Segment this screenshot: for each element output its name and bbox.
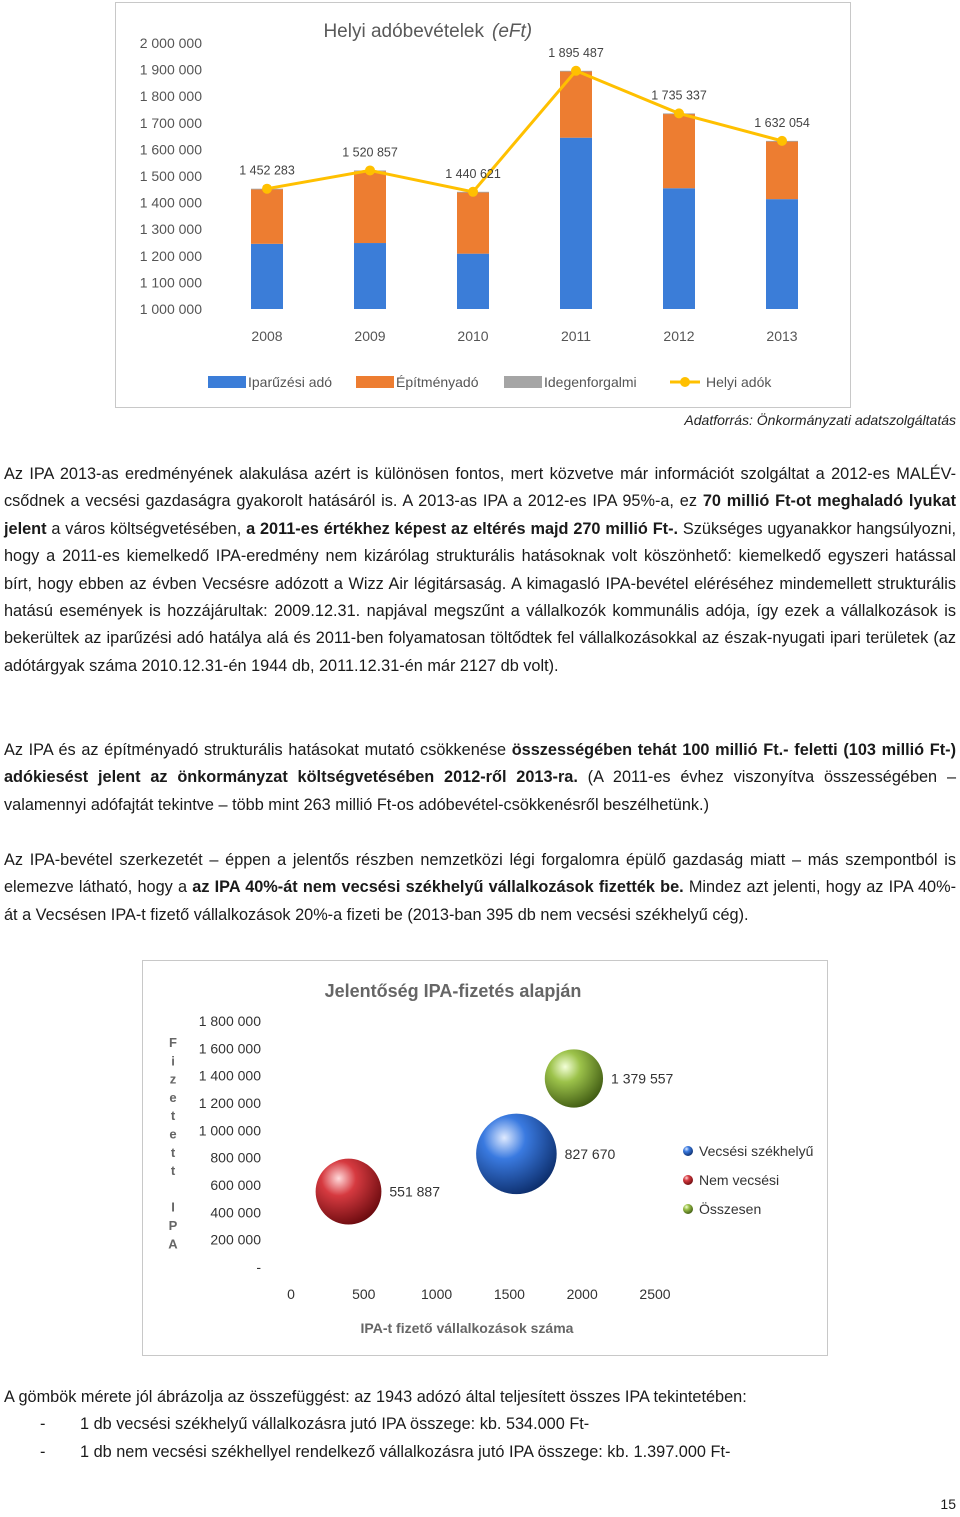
ipa-bubble-chart-svg: [143, 961, 827, 1355]
line-point: [571, 66, 581, 76]
y-axis-label-letter: t: [170, 1144, 176, 1160]
y-tick-label: 1 900 000: [139, 61, 202, 78]
y-tick-label: 1 700 000: [139, 114, 202, 131]
text-run: a város költségvetésében,: [46, 519, 247, 538]
line-point: [365, 165, 375, 175]
y-tick-label: 1 800 000: [139, 88, 202, 105]
bar-Építményadó: [766, 141, 798, 199]
legend-swatch: [504, 376, 542, 388]
bar-Építményadó: [251, 189, 283, 244]
x-tick-label: 2012: [663, 328, 695, 344]
bubble-label: 1 379 557: [611, 1070, 674, 1087]
x-tick-label: 2008: [251, 328, 283, 344]
x-tick-label: 2500: [639, 1286, 671, 1302]
y-tick-label: 1 000 000: [139, 301, 202, 317]
text-run: Az IPA 2013-as eredményének alakulása azért is különösen fontos, mert közvetve már információt szolgáltat a 2012-es MALÉV-csődnek a vecsési gazdaságra gyakorolt hatásáról is. A 2013-as IPA a 2012-es IPA 95%-a, ez: [4, 465, 956, 511]
legend-label: Nem vecsési: [699, 1172, 780, 1188]
bubble-Vecsési székhelyű: [476, 1114, 557, 1195]
y-tick-label: 200 000: [210, 1231, 261, 1248]
text-run: A gömbök mérete jól ábrázolja az összefüggést: az 1943 adózó által teljesített összes IPA tekintetében:: [4, 1388, 747, 1406]
bold-text-run: az IPA 40%-át nem vecsési székhelyű vállalkozások fizették be.: [192, 878, 684, 897]
legend-swatch: [208, 376, 246, 388]
bar-Építményadó: [560, 71, 592, 138]
list-item-text: 1 db vecsési székhelyű vállalkozásra jutó IPA összege: kb. 534.000 Ft-: [80, 1415, 590, 1433]
list-dash: -: [40, 1415, 46, 1433]
y-tick-label: 400 000: [210, 1204, 261, 1221]
x-tick-label: 2009: [354, 328, 386, 344]
text-run: Mindez azt jelenti, hogy az IPA 40%-át a Vecsésen IPA-t fizető vállalkozások 20%-a fizeti be (2013-ban 395 db nem vecsési székhelyű cég).: [4, 878, 956, 924]
y-tick-label: 800 000: [210, 1149, 261, 1166]
legend-marker: [683, 1146, 693, 1156]
y-tick-label: 1 600 000: [139, 141, 202, 158]
legend-point-marker: [680, 377, 690, 387]
y-axis-label-letter: t: [170, 1108, 176, 1124]
bar-Iparűzési adó: [766, 199, 798, 309]
legend-label: Idegenforgalmi: [544, 374, 637, 390]
chart2-title: Jelentőség IPA-fizetés alapján: [324, 981, 582, 1001]
y-axis-label-letter: e: [169, 1089, 177, 1105]
paragraph-bubble-explanation: [4, 1384, 956, 1411]
line-point: [674, 108, 684, 118]
bubble-Összesen: [545, 1049, 603, 1107]
bar-Építményadó: [354, 171, 386, 243]
list-item: [40, 1439, 730, 1466]
y-tick-label: 1 100 000: [139, 274, 202, 291]
bold-text-run: összességében tehát 100 millió Ft.- feletti (103 millió Ft-) adókiesést jelent az önkormányzat költségvetésében 2012-ről 2013-ra.: [4, 741, 956, 787]
data-label: 1 895 487: [548, 45, 604, 60]
paragraph-structural-decline: [4, 737, 956, 819]
y-tick-label: -: [256, 1259, 261, 1275]
legend-label: Vecsési székhelyű: [699, 1143, 814, 1159]
bubble-label: 827 670: [564, 1145, 616, 1162]
legend-label: Építményadó: [396, 374, 479, 390]
y-tick-label: 1 200 000: [198, 1095, 261, 1111]
legend-label: Iparűzési adó: [248, 374, 333, 390]
paragraph-ipa-structure: [4, 847, 956, 929]
x-tick-label: 0: [287, 1286, 295, 1302]
y-tick-label: 600 000: [210, 1177, 261, 1193]
data-source-note: Adatforrás: Önkormányzati adatszolgáltatás: [684, 412, 956, 428]
bar-Iparűzési adó: [663, 188, 695, 309]
data-label: 1 632 054: [754, 115, 810, 130]
y-axis-label-letter: e: [169, 1126, 177, 1142]
y-axis-label-letter: z: [169, 1071, 177, 1087]
y-axis-label-letter: F: [169, 1035, 177, 1050]
list-item-text: 1 db nem vecsési székhellyel rendelkező vállalkozásra jutó IPA összege: kb. 1.397.000 Ft-: [80, 1443, 731, 1461]
chart1-title-unit: (eFt): [492, 21, 533, 42]
data-label: 1 440 621: [445, 166, 501, 181]
legend-marker: [683, 1204, 693, 1214]
y-tick-label: 1 400 000: [198, 1067, 261, 1084]
y-tick-label: 1 000 000: [198, 1122, 261, 1139]
list-item: [40, 1411, 589, 1438]
text-run: Az IPA és az építményadó strukturális hatásokat mutató csökkenése: [4, 741, 512, 759]
legend-swatch: [356, 376, 394, 388]
legend-label: Összesen: [699, 1201, 762, 1217]
legend-label: Helyi adók: [706, 374, 772, 390]
bar-Iparűzési adó: [457, 254, 489, 309]
data-label: 1 520 857: [342, 145, 398, 160]
y-tick-label: 1 600 000: [198, 1040, 261, 1057]
y-tick-label: 1 300 000: [139, 221, 202, 238]
text-run: Szükséges ugyanakkor hangsúlyozni, hogy a 2011-es kiemelkedő IPA-eredmény nem kizárólag strukturális hatásoknak volt köszönhető: kiemelkedő egyszeri hatással bírt, hogy ebben az évben Vecsésre adózott a Wizz Air légitársaság. A kimagasló IPA-bevétel eléréséhez mindemellett strukturális hatású események is hozzájárultak: 2009.12.31. napjával megszűnt a vállalkozók kommunális adója, így ezek a vállalkozások is bekerültek az iparűzési adó hatálya alá és 2011-ben folyamatosan töltődtek fel vállalkozásokkal az észak-nyugati ipari területek (az adótárgyak száma 2010.12.31-én 1944 db, 2011.12.31-én már 2127 db volt).: [4, 519, 956, 675]
x-tick-label: 1000: [421, 1286, 453, 1302]
page-number: 15: [940, 1496, 956, 1512]
y-axis-label-letter: t: [170, 1163, 176, 1179]
bar-Építményadó: [457, 192, 489, 253]
x-tick-label: 500: [352, 1286, 376, 1302]
chart2-xlabel: IPA-t fizető vállalkozások száma: [360, 1320, 574, 1336]
bubble-Nem vecsési: [316, 1159, 382, 1225]
text-run: Az IPA-bevétel szerkezetét – éppen a jelentős részben nemzetközi légi forgalomra épülő gazdaság miatt – más szempontból is elemezve látható, hogy a: [4, 851, 956, 897]
y-tick-label: 1 800 000: [198, 1013, 261, 1029]
x-tick-label: 2011: [560, 328, 592, 344]
tax-revenue-chart-svg: [116, 3, 850, 407]
list-dash: -: [40, 1443, 46, 1461]
text-run: (A 2011-es évhez viszonyítva összességében – valamennyi adófajtát tekintve – több mint 263 millió Ft-os adóbevétel-csökkenésről beszélhetünk.): [4, 768, 956, 814]
y-tick-label: 1 200 000: [139, 247, 202, 264]
x-tick-label: 2000: [566, 1286, 598, 1302]
paragraph-ipa-2013: [4, 461, 956, 680]
y-tick-label: 1 400 000: [139, 194, 202, 211]
tax-revenue-chart: [115, 2, 851, 408]
line-point: [262, 184, 272, 194]
y-axis-label-letter: A: [168, 1236, 178, 1252]
ipa-bubble-chart: [142, 960, 828, 1356]
legend-marker: [683, 1175, 693, 1185]
bar-Iparűzési adó: [251, 244, 283, 309]
x-tick-label: 1500: [493, 1286, 525, 1302]
chart1-title: Helyi adóbevételek: [323, 21, 484, 42]
bold-text-run: a 2011-es értékhez képest az eltérés majd 270 millió Ft-.: [246, 519, 679, 538]
data-label: 1 735 337: [651, 88, 707, 103]
y-axis-label-letter: P: [168, 1218, 178, 1233]
y-tick-label: 2 000 000: [139, 35, 202, 51]
bold-text-run: 70 millió Ft-ot meghaladó lyukat jelent: [4, 492, 956, 538]
bubble-label: 551 887: [389, 1183, 441, 1200]
y-axis-label-letter: I: [171, 1199, 175, 1215]
bar-Építményadó: [663, 114, 695, 188]
x-tick-label: 2013: [766, 328, 798, 344]
bar-Iparűzési adó: [560, 138, 592, 309]
line-point: [468, 187, 478, 197]
x-tick-label: 2010: [457, 328, 489, 344]
bar-Iparűzési adó: [354, 243, 386, 309]
line-point: [777, 136, 787, 146]
y-tick-label: 1 500 000: [139, 168, 202, 184]
y-axis-label-letter: i: [171, 1053, 175, 1069]
data-label: 1 452 283: [239, 163, 295, 178]
